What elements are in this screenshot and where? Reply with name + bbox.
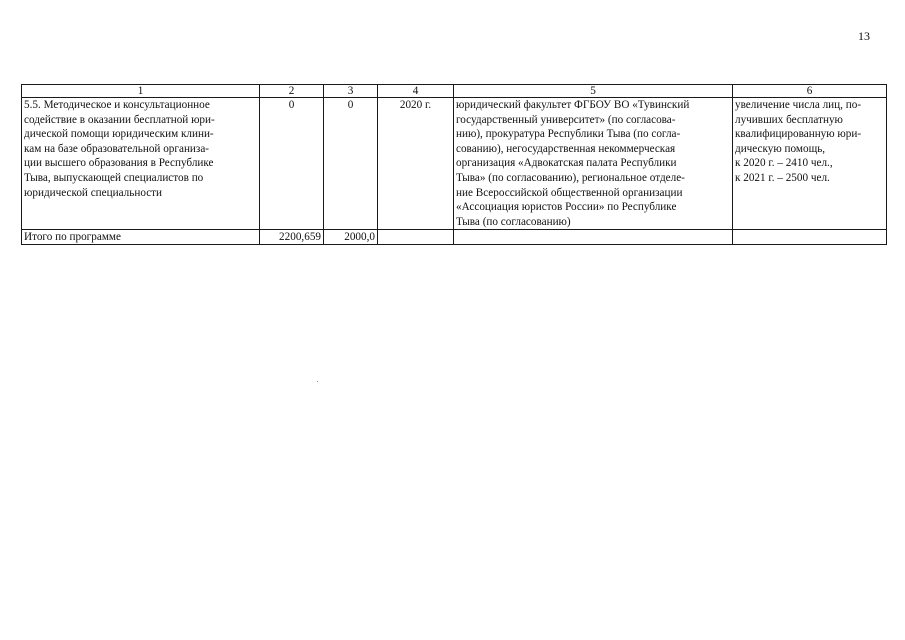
executors-cell	[454, 98, 733, 230]
program-table	[21, 84, 887, 245]
executors-line: ние Всероссийской общественной организации	[456, 186, 683, 199]
expected-result-line: дическую помощь,	[735, 142, 826, 155]
executors-line: государственный университет» (по согласова-	[456, 113, 676, 126]
column-number-2: 2	[260, 85, 324, 98]
expected-result-line: к 2021 г. – 2500 чел.	[735, 171, 830, 184]
page-number: 13	[858, 29, 870, 43]
total-col4-cell	[378, 230, 454, 245]
column-number-4: 4	[378, 85, 454, 98]
measure-description-cell	[22, 98, 260, 230]
year-cell: 2020 г.	[378, 98, 454, 230]
column-number-1: 1	[22, 85, 260, 98]
measure-description-line: содействие в оказании бесплатной юри-	[24, 113, 215, 126]
executors-line: «Ассоциация юристов России» по Республике	[456, 201, 677, 214]
total-label-cell: Итого по программе	[22, 230, 260, 245]
expected-result-line: увеличение числа лиц, по-	[735, 99, 862, 111]
measure-description-line: Тыва, выпускающей специалистов по	[24, 171, 204, 184]
value-col2-cell: 0	[260, 98, 324, 230]
executors-line: Тыва» (по согласованию), региональное отделе-	[456, 171, 685, 184]
measure-description-line: кам на базе образовательной организа-	[24, 142, 210, 155]
measure-description-line: 5.5. Методическое и консультационное	[24, 99, 210, 111]
total-row	[22, 230, 887, 245]
measure-description-line: юридической специальности	[24, 186, 163, 199]
column-number-5: 5	[454, 85, 733, 98]
total-col3-cell: 2000,0	[324, 230, 378, 245]
column-number-6: 6	[733, 85, 887, 98]
executors-line: Тыва (по согласованию)	[456, 215, 571, 228]
scan-speck	[317, 381, 318, 382]
measure-description-line: ции высшего образования в Республике	[24, 157, 214, 170]
total-col6-cell	[733, 230, 887, 245]
table-header-row	[22, 85, 887, 98]
executors-line: нию), прокуратура Республики Тыва (по согла-	[456, 128, 681, 141]
expected-result-cell	[733, 98, 887, 230]
total-col5-cell	[454, 230, 733, 245]
value-col3-cell: 0	[324, 98, 378, 230]
table-row	[22, 98, 887, 230]
expected-result-line: квалифицированную юри-	[735, 128, 862, 141]
total-col2-cell: 2200,659	[260, 230, 324, 245]
executors-line: юридический факультет ФГБОУ ВО «Тувинский	[456, 99, 690, 111]
expected-result-line: лучивших бесплатную	[735, 113, 843, 126]
executors-line: организация «Адвокатская палата Республики	[456, 157, 677, 170]
expected-result-line: к 2020 г. – 2410 чел.,	[735, 157, 833, 170]
column-number-3: 3	[324, 85, 378, 98]
measure-description-line: дической помощи юридическим клини-	[24, 128, 214, 141]
executors-line: сованию), негосударственная некоммерческая	[456, 142, 676, 155]
